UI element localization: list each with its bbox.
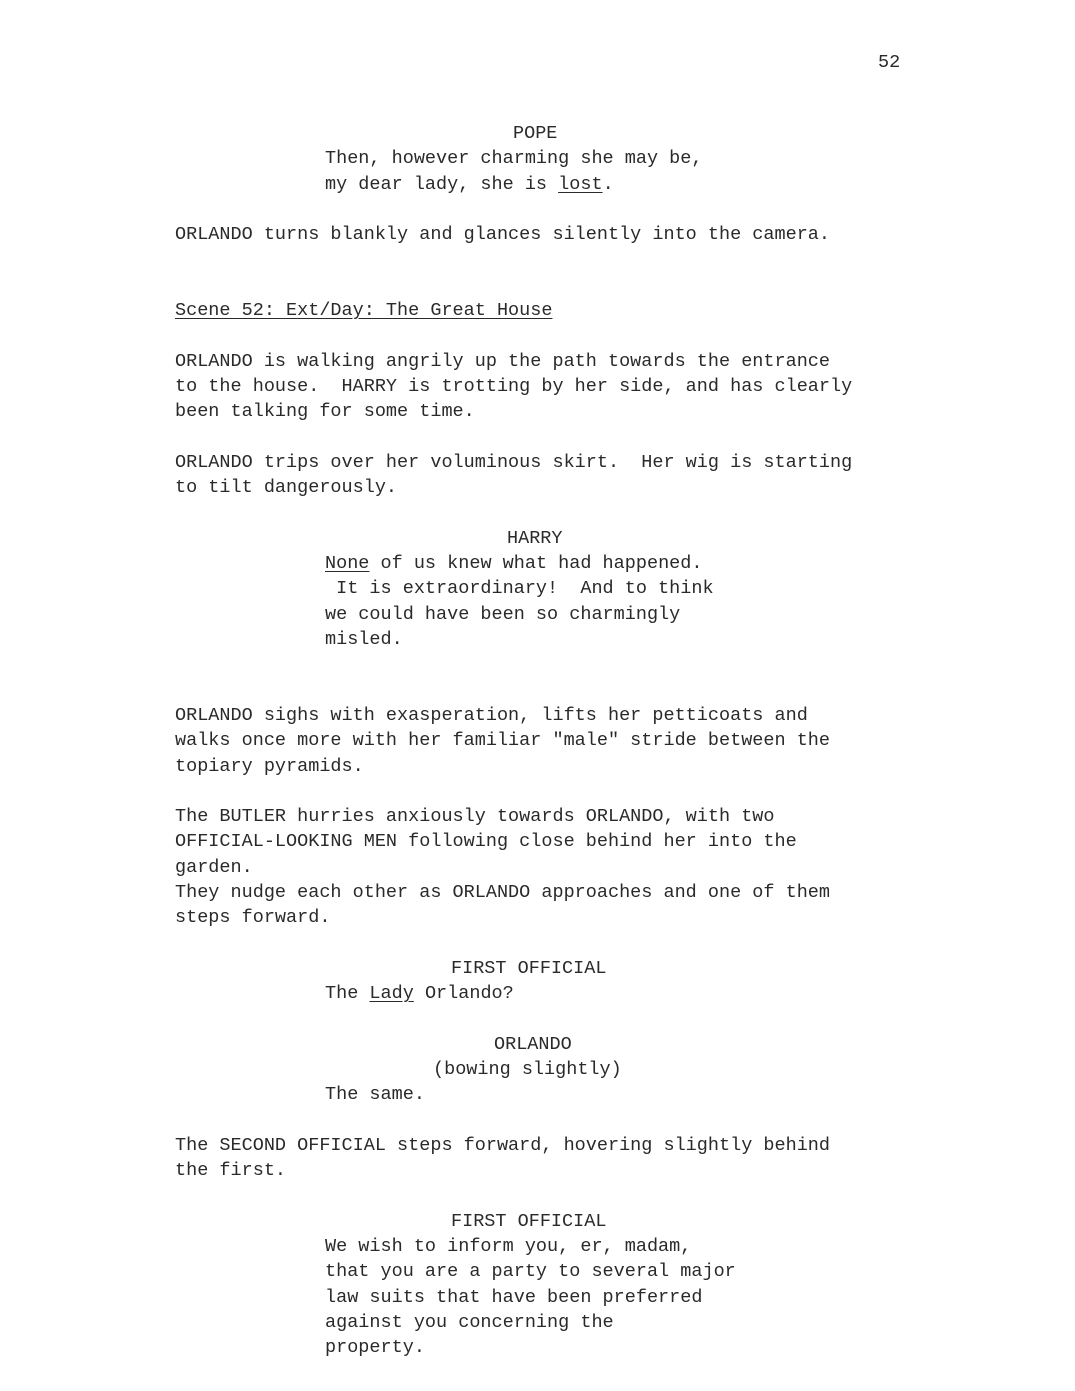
action-line: ORLANDO is walking angrily up the path towards the entrance: [175, 351, 831, 372]
action-line: been talking for some time.: [175, 401, 475, 422]
character-name-orlando: ORLANDO: [494, 1034, 572, 1055]
character-name-harry: HARRY: [507, 528, 563, 549]
dialogue-line: that you are a party to several major: [325, 1261, 736, 1282]
dialogue-line: The Lady Orlando?: [325, 983, 514, 1004]
dialogue-line: my dear lady, she is lost.: [325, 174, 614, 195]
action-line: They nudge each other as ORLANDO approaches and one of them: [175, 882, 831, 903]
action-line: The SECOND OFFICIAL steps forward, hovering slightly behind: [175, 1135, 831, 1156]
action-line: ORLANDO sighs with exasperation, lifts her petticoats and: [175, 705, 808, 726]
action-line: ORLANDO trips over her voluminous skirt. Her wig is starting: [175, 452, 853, 473]
dialogue-line: property.: [325, 1337, 425, 1358]
dialogue-line: against you concerning the: [325, 1312, 614, 1333]
action-line: garden.: [175, 857, 253, 878]
action-line: The BUTLER hurries anxiously towards ORLANDO, with two: [175, 806, 775, 827]
dialogue-line: None of us knew what had happened.: [325, 553, 703, 574]
dialogue-line: law suits that have been preferred: [325, 1287, 703, 1308]
scene-heading: Scene 52: Ext/Day: The Great House: [175, 300, 553, 321]
underlined-word: None: [325, 553, 370, 574]
character-name-pope: POPE: [513, 123, 558, 144]
underlined-word: Lady: [369, 983, 414, 1004]
dialogue-line: Then, however charming she may be,: [325, 148, 703, 169]
action-line: to the house. HARRY is trotting by her side, and has clearly: [175, 376, 853, 397]
underlined-word: lost: [558, 174, 603, 195]
parenthetical: (bowing slightly): [433, 1059, 622, 1080]
character-name-first-official: FIRST OFFICIAL: [451, 1211, 607, 1232]
dialogue-line: We wish to inform you, er, madam,: [325, 1236, 692, 1257]
action-line: steps forward.: [175, 907, 331, 928]
dialogue-line: misled.: [325, 629, 403, 650]
action-line: ORLANDO turns blankly and glances silently into the camera.: [175, 224, 831, 245]
dialogue-line: It is extraordinary! And to think: [325, 578, 714, 599]
action-line: the first.: [175, 1160, 287, 1181]
dialogue-line: The same.: [325, 1084, 425, 1105]
character-name-first-official: FIRST OFFICIAL: [451, 958, 607, 979]
page-number: 52: [878, 52, 901, 73]
action-line: walks once more with her familiar "male" stride between the: [175, 730, 831, 751]
dialogue-line: we could have been so charmingly: [325, 604, 681, 625]
action-line: topiary pyramids.: [175, 756, 364, 777]
action-line: OFFICIAL-LOOKING MEN following close behind her into the: [175, 831, 797, 852]
action-line: to tilt dangerously.: [175, 477, 398, 498]
